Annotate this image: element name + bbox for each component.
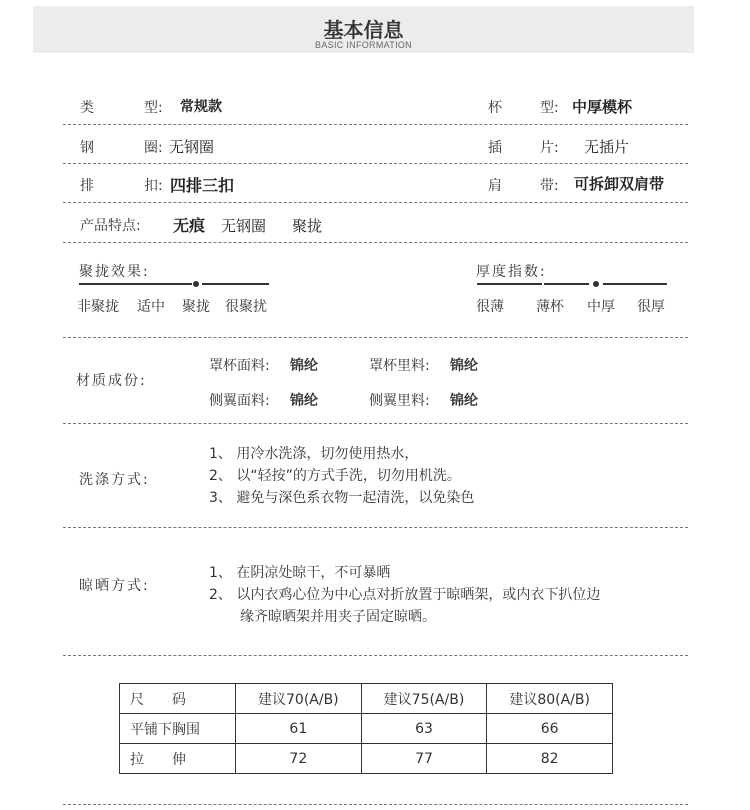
table-header-cell: 建议80(A/B) xyxy=(487,684,613,714)
thickness-label: 厚度指数: xyxy=(476,264,547,280)
table-cell: 拉 伸 xyxy=(120,744,236,774)
table-cell: 63 xyxy=(361,714,487,744)
divider xyxy=(63,202,688,203)
table-header-cell: 建议70(A/B) xyxy=(236,684,362,714)
feature-no-wire: 无钢圈 xyxy=(221,217,267,235)
strap-value: 可拆卸双肩带 xyxy=(574,175,665,193)
material-label: 材质成份: xyxy=(76,373,147,389)
insert-label-a: 插 xyxy=(488,140,502,156)
wire-label-a: 钢 xyxy=(80,140,94,156)
washing-list xyxy=(209,443,474,509)
table-header-cell: 尺 码 xyxy=(120,684,236,714)
thickness-track xyxy=(603,283,667,285)
cup-value: 中厚模杯 xyxy=(572,98,633,116)
type-label-a: 类 xyxy=(80,100,94,116)
strap-label-a: 肩 xyxy=(488,178,502,194)
thickness-track xyxy=(544,283,589,285)
table-cell: 72 xyxy=(236,744,362,774)
divider xyxy=(63,242,688,243)
push-up-level-push: 聚拢 xyxy=(182,299,210,315)
type-value: 常规款 xyxy=(180,99,222,115)
thickness-level-very-thick: 很厚 xyxy=(637,299,665,315)
cup-outer-value: 锦纶 xyxy=(290,358,318,374)
table-header-row xyxy=(120,684,613,714)
hook-label-a: 排 xyxy=(80,178,94,194)
wing-outer-value: 锦纶 xyxy=(290,393,318,409)
size-table xyxy=(119,683,613,774)
table-cell: 66 xyxy=(487,714,613,744)
wing-inner-value: 锦纶 xyxy=(450,393,478,409)
section-title: 基本信息 xyxy=(323,18,404,42)
push-up-track xyxy=(202,283,269,285)
table-row xyxy=(120,744,613,774)
push-up-label: 聚拢效果: xyxy=(79,264,150,280)
drying-item: 缘齐晾晒架并用夹子固定晾晒。 xyxy=(240,609,436,625)
drying-label: 晾晒方式: xyxy=(79,578,150,594)
insert-value: 无插片 xyxy=(584,138,630,156)
washing-item: 3、 避免与深色系衣物一起清洗，以免染色 xyxy=(209,490,475,506)
section-subtitle: BASIC INFORMATION xyxy=(315,40,412,50)
features-label: 产品特点: xyxy=(80,218,141,234)
wire-label-b: 圈: xyxy=(144,140,163,156)
drying-item: 1、 在阴凉处晾干，不可暴晒 xyxy=(209,565,391,581)
thickness-level-medium: 中厚 xyxy=(587,299,615,315)
washing-item: 2、 以“轻按”的方式手洗，切勿用机洗。 xyxy=(209,468,461,484)
table-header-cell: 建议75(A/B) xyxy=(361,684,487,714)
hook-label-b: 扣: xyxy=(144,178,163,194)
divider xyxy=(63,527,688,528)
push-up-level-moderate: 适中 xyxy=(137,299,165,315)
thickness-track xyxy=(477,283,542,285)
wire-value: 无钢圈 xyxy=(169,138,215,156)
table-cell: 61 xyxy=(236,714,362,744)
cup-inner-label: 罩杯里料: xyxy=(369,358,430,374)
washing-label: 洗涤方式: xyxy=(79,472,150,488)
divider xyxy=(63,655,688,656)
divider xyxy=(63,124,688,125)
table-cell: 平铺下胸围 xyxy=(120,714,236,744)
section-header xyxy=(33,6,694,53)
thickness-marker xyxy=(593,281,599,287)
push-up-track xyxy=(79,283,192,285)
thickness-level-very-thin: 很薄 xyxy=(476,299,504,315)
insert-label-b: 片: xyxy=(540,140,559,156)
divider xyxy=(63,804,688,805)
table-row xyxy=(120,714,613,744)
wing-inner-label: 侧翼里料: xyxy=(369,393,430,409)
cup-inner-value: 锦纶 xyxy=(450,358,478,374)
wing-outer-label: 侧翼面料: xyxy=(209,393,270,409)
hook-value: 四排三扣 xyxy=(170,176,235,195)
push-up-marker xyxy=(193,281,199,287)
strap-label-b: 带: xyxy=(540,178,559,194)
divider xyxy=(63,423,688,424)
drying-item: 2、 以内衣鸡心位为中心点对折放置于晾晒架，或内衣下扒位边 xyxy=(209,587,601,603)
divider xyxy=(63,163,688,164)
push-up-level-none: 非聚拢 xyxy=(77,299,119,315)
type-label-b: 型: xyxy=(144,100,163,116)
push-up-level-strong: 很聚扰 xyxy=(225,299,267,315)
drying-list xyxy=(209,562,600,628)
divider xyxy=(63,337,688,338)
feature-push-up: 聚拢 xyxy=(292,217,323,235)
cup-label-b: 型: xyxy=(540,100,559,116)
table-cell: 77 xyxy=(361,744,487,774)
cup-outer-label: 罩杯面料: xyxy=(209,358,270,374)
washing-item: 1、 用冷水洗涤，切勿使用热水， xyxy=(209,446,419,462)
table-cell: 82 xyxy=(487,744,613,774)
thickness-level-thin: 薄杯 xyxy=(536,299,564,315)
feature-seamless: 无痕 xyxy=(173,216,206,235)
cup-label-a: 杯 xyxy=(488,100,502,116)
